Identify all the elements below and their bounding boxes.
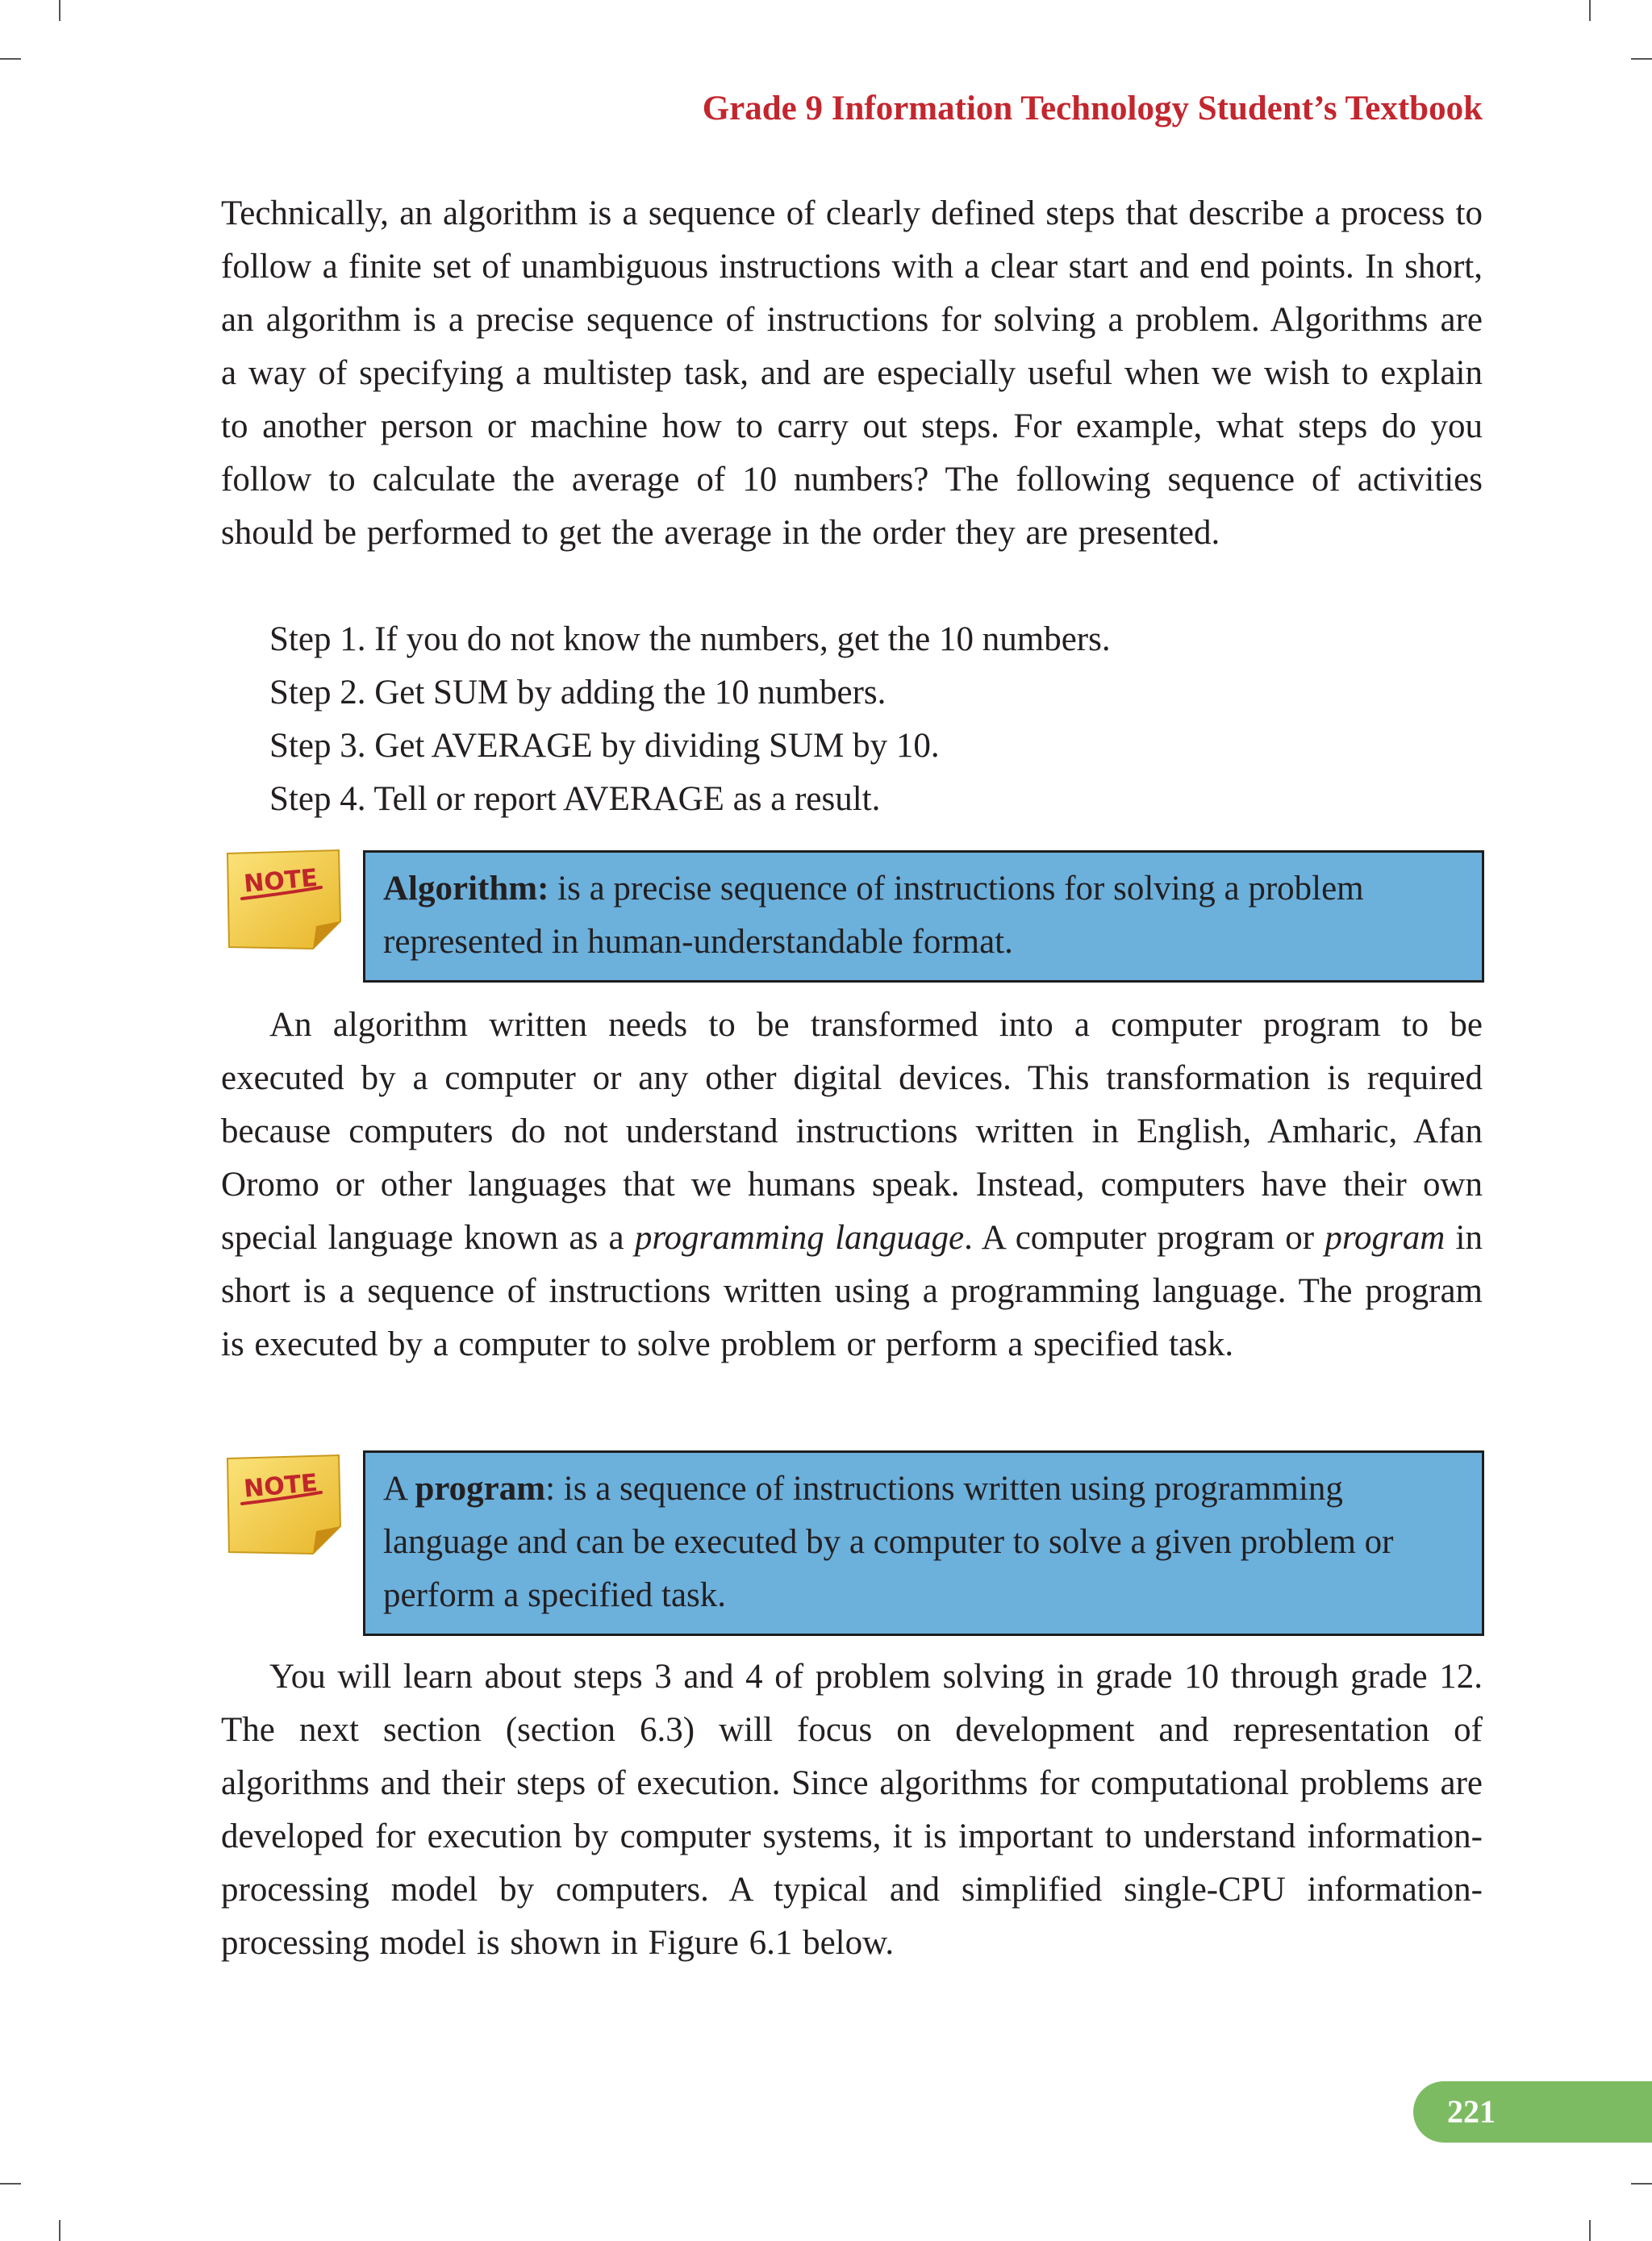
step-item: Step 2. Get SUM by adding the 10 numbers. — [269, 674, 886, 712]
step-item: Step 3. Get AVERAGE by dividing SUM by 10. — [269, 727, 940, 765]
note-box-algorithm — [363, 850, 1484, 983]
paragraph-next-section — [221, 1650, 1483, 1970]
note-text: : is a sequence of instructions written using programming language and can be executed by a computer to solve a given problem or perform a specified task. — [383, 1470, 1394, 1614]
running-head-title: Grade 9 Information Technology Student’s Textbook — [702, 90, 1483, 127]
crop-mark — [59, 0, 60, 21]
page-number: 221 — [1447, 2093, 1496, 2130]
crop-mark — [1589, 2220, 1591, 2241]
paragraph-text: You will learn about steps 3 and 4 of problem solving in grade 10 through grade 12. The next section (section 6.3) will focus on development and representation of algorithms and their steps of execution. Since algorithms for computational problems are developed for execution by computer systems, it is important to understand information-processing model by computers. A typical and simplified single-CPU information-processing model is shown in Figure 6.1 below. — [221, 1658, 1483, 1962]
note-icon-label: NOTE — [242, 1468, 319, 1504]
crop-mark — [59, 2220, 60, 2241]
note-prefix: A — [383, 1470, 415, 1508]
crop-mark — [1631, 2183, 1652, 2185]
note-icon-label: NOTE — [242, 863, 319, 899]
steps-list — [269, 613, 1479, 826]
emphasis-program: program — [1325, 1219, 1446, 1257]
step-item: Step 1. If you do not know the numbers, get the 10 numbers. — [269, 620, 1111, 658]
paragraph-text: An algorithm written needs to be transformed into a computer program to be executed by a computer or any other digital devices. This transformation is required because computers do not understand instructions written in English, Amharic, Afan Oromo or other languages that we humans speak. Instead, computers have their own special language known as a — [221, 1006, 1483, 1257]
note-box-program — [363, 1450, 1484, 1636]
crop-mark — [0, 2183, 21, 2185]
paragraph-text: . A computer program or — [964, 1219, 1325, 1257]
note-term: program — [415, 1470, 546, 1508]
paragraph-text: Technically, an algorithm is a sequence of clearly defined steps that describe a process to follow a finite set of unambiguous instructions with a clear start and end points. In short, an algorithm is a precise sequence of instructions for solving a problem. Algorithms are a way of specifying a multistep task, and are especially useful when we wish to explain to another person or machine how to carry out steps. For example, what steps do you follow to calculate the average of 10 numbers? The following sequence of activities should be performed to get the average in the order they are presented. — [221, 194, 1483, 552]
crop-mark — [1589, 0, 1591, 21]
note-sticky-icon — [223, 1452, 344, 1557]
paragraph-program-transformation — [221, 999, 1483, 1371]
note-text: is a precise sequence of instructions for solving a problem represented in human-understandable format. — [383, 870, 1364, 961]
note-term: Algorithm: — [383, 870, 549, 908]
emphasis-programming-language: programming language — [634, 1219, 965, 1257]
step-item: Step 4. Tell or report AVERAGE as a result. — [269, 780, 881, 818]
crop-mark — [0, 58, 21, 60]
paragraph-algorithm-definition — [221, 187, 1483, 560]
crop-mark — [1631, 58, 1652, 60]
note-sticky-icon — [223, 847, 344, 952]
paragraph-text: in short is a sequence of instructions written using a programming language. The program is executed by a computer to solve problem or perform a specified task. — [221, 1219, 1483, 1363]
